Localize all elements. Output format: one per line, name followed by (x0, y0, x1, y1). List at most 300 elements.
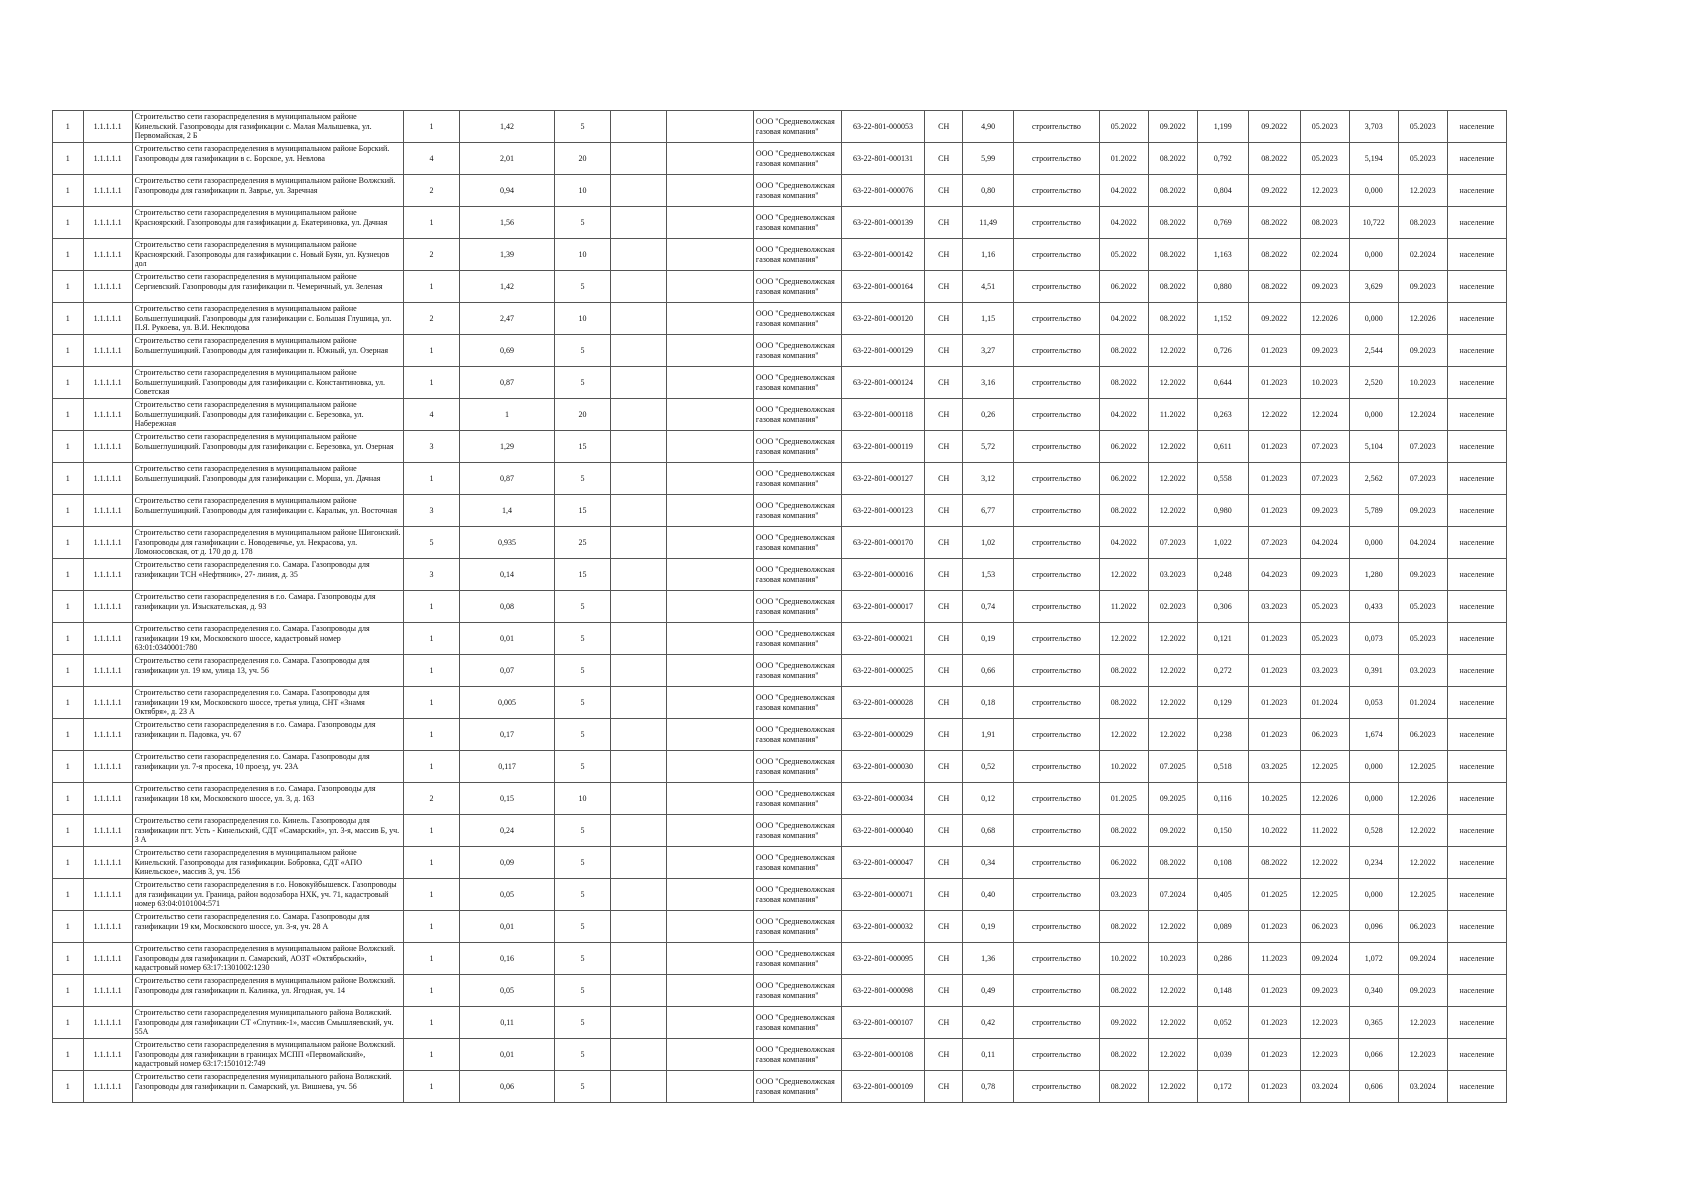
cell-text: 1.1.1.1.1 (93, 986, 122, 995)
table-cell (83, 815, 132, 847)
table-cell (667, 591, 754, 623)
cell-text: 01.2024 (1311, 698, 1338, 707)
cell-text: 1,15 (981, 314, 996, 323)
table-cell (1148, 527, 1197, 559)
cell-text: 0,611 (1213, 442, 1232, 451)
table-cell (1197, 1039, 1248, 1071)
table-cell (667, 559, 754, 591)
cell-text: 12.2025 (1409, 890, 1436, 899)
cell-text: 0,129 (1213, 698, 1232, 707)
cell-text: 1.1.1.1.1 (93, 570, 122, 579)
table-row (53, 591, 1507, 623)
table-cell (611, 911, 667, 943)
cell-text: 01.2022 (1110, 154, 1137, 163)
cell-text: 12.2022 (1311, 858, 1338, 867)
table-cell (925, 847, 963, 879)
table-row (53, 783, 1507, 815)
cell-text: 01.2023 (1261, 922, 1288, 931)
cell-text: 5 (580, 218, 585, 227)
description-cell (132, 1039, 403, 1071)
table-cell (1349, 495, 1398, 527)
table-cell (403, 1007, 459, 1039)
cell-text: 3,629 (1364, 282, 1383, 291)
cell-text: 0,69 (500, 346, 515, 355)
table-cell (1398, 847, 1447, 879)
cell-text: СН (938, 570, 950, 579)
cell-text: ООО "Средневолжская газовая компания" (755, 501, 835, 520)
cell-text: 12.2025 (1311, 762, 1338, 771)
table-cell (841, 527, 925, 559)
cell-text: 63-22-801-000108 (853, 1050, 913, 1059)
cell-text: 03.2023 (1409, 666, 1436, 675)
table-cell (925, 303, 963, 335)
cell-text: ООО "Средневолжская газовая компания" (755, 1045, 835, 1064)
org-name-cell (753, 335, 841, 367)
table-cell (841, 975, 925, 1007)
cell-text: 0,365 (1364, 1018, 1383, 1027)
cell-text: 04.2022 (1110, 410, 1137, 419)
cell-text: 1,29 (500, 442, 515, 451)
table-cell (963, 559, 1014, 591)
table-cell (1300, 399, 1349, 431)
cell-text: 5,99 (981, 154, 996, 163)
cell-text: 4 (429, 154, 434, 163)
table-cell (1300, 879, 1349, 911)
table-cell (1349, 399, 1398, 431)
table-cell (611, 1007, 667, 1039)
table-cell (925, 495, 963, 527)
table-cell (1349, 751, 1398, 783)
cell-text: 5 (429, 538, 434, 547)
cell-text: 02.2024 (1409, 250, 1436, 259)
cell-text: ООО "Средневолжская газовая компания" (755, 309, 835, 328)
cell-text: 63-22-801-000032 (853, 922, 913, 931)
cell-text: 1.1.1.1.1 (93, 314, 122, 323)
table-cell (925, 687, 963, 719)
table-cell (1099, 143, 1148, 175)
org-name-cell (753, 719, 841, 751)
cell-text: Строительство сети газораспределения в муниципальном районе Волжский. Газопроводы для газификации п. Калинка, ул. Ягодная, уч. 14 (134, 976, 396, 995)
cell-text: 09.2024 (1311, 954, 1338, 963)
cell-text: ООО "Средневолжская газовая компания" (755, 181, 835, 200)
cell-text: 12.2022 (1409, 826, 1436, 835)
cell-text: 08.2022 (1159, 250, 1186, 259)
table-cell (1349, 1007, 1398, 1039)
org-name-cell (753, 1071, 841, 1103)
table-cell (1300, 431, 1349, 463)
cell-text: население (1459, 858, 1495, 867)
table-cell (667, 687, 754, 719)
table-body (53, 111, 1507, 1103)
cell-text: строительство (1032, 922, 1081, 931)
table-cell (83, 175, 132, 207)
table-cell (1014, 271, 1100, 303)
cell-text: 12.2022 (1159, 1082, 1186, 1091)
table-cell (1099, 879, 1148, 911)
cell-text: 12.2023 (1409, 1018, 1436, 1027)
table-cell (554, 847, 610, 879)
cell-text: 0,19 (981, 634, 996, 643)
cell-text: 12.2023 (1311, 1050, 1338, 1059)
cell-text: 1.1.1.1.1 (93, 890, 122, 899)
cell-text: 1 (65, 474, 70, 483)
table-cell (925, 623, 963, 655)
cell-text: 20 (578, 410, 587, 419)
cell-text: 09.2022 (1261, 186, 1288, 195)
cell-text: 1 (429, 634, 434, 643)
table-cell (554, 591, 610, 623)
cell-text: 1.1.1.1.1 (93, 762, 122, 771)
cell-text: 04.2024 (1409, 538, 1436, 547)
description-cell (132, 175, 403, 207)
cell-text: 0,935 (498, 538, 517, 547)
table-cell (841, 399, 925, 431)
table-cell (1349, 943, 1398, 975)
table-cell (83, 719, 132, 751)
cell-text: 0,06 (500, 1082, 515, 1091)
cell-text: 63-22-801-000016 (853, 570, 913, 579)
table-cell (1248, 1071, 1300, 1103)
table-cell (83, 463, 132, 495)
table-cell (53, 847, 84, 879)
table-cell (1248, 175, 1300, 207)
table-cell (1300, 783, 1349, 815)
table-cell (1197, 559, 1248, 591)
cell-text: 12.2026 (1409, 314, 1436, 323)
cell-text: 08.2022 (1261, 250, 1288, 259)
cell-text: ООО "Средневолжская газовая компания" (755, 533, 835, 552)
table-row (53, 495, 1507, 527)
table-cell (1300, 943, 1349, 975)
cell-text: СН (938, 986, 950, 995)
table-cell (1248, 943, 1300, 975)
cell-text: 1 (65, 378, 70, 387)
cell-text: 12.2022 (1110, 570, 1137, 579)
table-cell (1014, 591, 1100, 623)
cell-text: ООО "Средневолжская газовая компания" (755, 693, 835, 712)
cell-text: 05.2023 (1311, 122, 1338, 131)
cell-text: 0,74 (981, 602, 996, 611)
cell-text: СН (938, 826, 950, 835)
cell-text: строительство (1032, 506, 1081, 515)
table-cell (460, 815, 555, 847)
cell-text: 0,000 (1364, 410, 1383, 419)
cell-text: население (1459, 154, 1495, 163)
table-row (53, 111, 1507, 143)
description-cell (132, 527, 403, 559)
cell-text: 63-22-801-000095 (853, 954, 913, 963)
cell-text: 0,80 (981, 186, 996, 195)
table-cell (460, 559, 555, 591)
cell-text: 1,39 (500, 250, 515, 259)
cell-text: население (1459, 346, 1495, 355)
table-cell (460, 847, 555, 879)
table-cell (1349, 175, 1398, 207)
cell-text: 0,07 (500, 666, 515, 675)
table-cell (1148, 879, 1197, 911)
table-cell (1398, 239, 1447, 271)
table-cell (554, 751, 610, 783)
cell-text: 1.1.1.1.1 (93, 410, 122, 419)
table-cell (925, 111, 963, 143)
cell-text: 1 (429, 666, 434, 675)
table-row (53, 943, 1507, 975)
table-cell (667, 335, 754, 367)
cell-text: 09.2022 (1159, 122, 1186, 131)
cell-text: 3,703 (1364, 122, 1383, 131)
table-cell (1300, 559, 1349, 591)
cell-text: 12.2022 (1159, 922, 1186, 931)
cell-text: 0,01 (500, 922, 515, 931)
cell-text: 0,116 (1213, 794, 1232, 803)
table-cell (963, 655, 1014, 687)
cell-text: 1 (65, 922, 70, 931)
cell-text: население (1459, 506, 1495, 515)
cell-text: 09.2023 (1409, 506, 1436, 515)
table-cell (1300, 1071, 1349, 1103)
table-cell (1349, 1039, 1398, 1071)
table-cell (611, 303, 667, 335)
table-cell (1349, 207, 1398, 239)
table-cell (1099, 687, 1148, 719)
cell-text: строительство (1032, 186, 1081, 195)
cell-text: строительство (1032, 1018, 1081, 1027)
table-row (53, 303, 1507, 335)
table-cell (611, 943, 667, 975)
cell-text: 1.1.1.1.1 (93, 1050, 122, 1059)
cell-text: СН (938, 634, 950, 643)
cell-text: 11,49 (979, 218, 997, 227)
table-cell (611, 719, 667, 751)
cell-text: ООО "Средневолжская газовая компания" (755, 1077, 835, 1096)
cell-text: 5 (580, 602, 585, 611)
cell-text: 1.1.1.1.1 (93, 602, 122, 611)
table-cell (1014, 655, 1100, 687)
cell-text: 0,558 (1213, 474, 1232, 483)
table-cell (611, 495, 667, 527)
cell-text: 12.2022 (1110, 730, 1137, 739)
table-cell (554, 303, 610, 335)
table-cell (1148, 591, 1197, 623)
cell-text: население (1459, 794, 1495, 803)
cell-text: 1.1.1.1.1 (93, 858, 122, 867)
org-name-cell (753, 879, 841, 911)
table-cell (611, 783, 667, 815)
cell-text: 1.1.1.1.1 (93, 666, 122, 675)
cell-text: 03.2023 (1311, 666, 1338, 675)
table-cell (1447, 655, 1506, 687)
table-cell (403, 911, 459, 943)
cell-text: 3 (429, 442, 434, 451)
org-name-cell (753, 591, 841, 623)
table-cell (1197, 751, 1248, 783)
description-cell (132, 655, 403, 687)
cell-text: 0,096 (1364, 922, 1383, 931)
table-row (53, 335, 1507, 367)
table-cell (1014, 111, 1100, 143)
table-cell (53, 719, 84, 751)
cell-text: 0,272 (1213, 666, 1232, 675)
cell-text: 09.2023 (1311, 346, 1338, 355)
table-cell (1197, 495, 1248, 527)
table-cell (1099, 623, 1148, 655)
table-cell (667, 399, 754, 431)
table-cell (1148, 239, 1197, 271)
table-cell (667, 975, 754, 1007)
table-cell (554, 111, 610, 143)
cell-text: 12.2022 (1261, 410, 1288, 419)
table-cell (1148, 303, 1197, 335)
cell-text: 63-22-801-000170 (853, 538, 913, 547)
cell-text: 0,148 (1213, 986, 1232, 995)
cell-text: Строительство сети газораспределения в муниципальном районе Большеглушицкий. Газопроводы для газификации с. Березовка, ул. Озерная (134, 432, 394, 451)
cell-text: 08.2022 (1159, 282, 1186, 291)
cell-text: 0,433 (1364, 602, 1383, 611)
cell-text: 0,238 (1213, 730, 1232, 739)
table-cell (963, 463, 1014, 495)
table-row (53, 1007, 1507, 1039)
table-cell (460, 207, 555, 239)
table-cell (963, 271, 1014, 303)
cell-text: 0,87 (500, 378, 515, 387)
table-cell (1447, 623, 1506, 655)
cell-text: 12.2022 (1159, 1050, 1186, 1059)
table-cell (1300, 815, 1349, 847)
table-cell (841, 335, 925, 367)
table-cell (667, 719, 754, 751)
table-cell (1447, 1007, 1506, 1039)
cell-text: 3,16 (981, 378, 996, 387)
table-cell (554, 783, 610, 815)
table-cell (1398, 175, 1447, 207)
table-cell (83, 655, 132, 687)
cell-text: 1 (65, 250, 70, 259)
cell-text: 0,94 (500, 186, 515, 195)
table-row (53, 1039, 1507, 1071)
cell-text: 63-22-801-000142 (853, 250, 913, 259)
table-cell (1300, 463, 1349, 495)
table-cell (1300, 495, 1349, 527)
cell-text: 6,77 (981, 506, 996, 515)
cell-text: СН (938, 442, 950, 451)
table-cell (1398, 719, 1447, 751)
table-cell (963, 591, 1014, 623)
table-cell (1349, 687, 1398, 719)
cell-text: Строительство сети газораспределения в г.о. Новокуйбышевск. Газопроводы для газификации ул. Граница, район водозабора НХК, уч. 71, кадастровый номер 63:04:0101004:571 (134, 880, 397, 908)
cell-text: 1,56 (500, 218, 515, 227)
table-cell (1447, 1071, 1506, 1103)
table-cell (1398, 367, 1447, 399)
table-cell (841, 1039, 925, 1071)
table-row (53, 687, 1507, 719)
table-row (53, 367, 1507, 399)
table-cell (1447, 175, 1506, 207)
cell-text: 0,000 (1364, 314, 1383, 323)
table-row (53, 527, 1507, 559)
cell-text: 05.2023 (1409, 154, 1436, 163)
table-cell (1398, 271, 1447, 303)
cell-text: 12.2022 (1159, 346, 1186, 355)
cell-text: 5 (580, 858, 585, 867)
cell-text: 01.2023 (1261, 634, 1288, 643)
cell-text: 09.2023 (1311, 986, 1338, 995)
cell-text: 12.2022 (1159, 730, 1186, 739)
cell-text: 1,022 (1213, 538, 1232, 547)
table-cell (1398, 879, 1447, 911)
cell-text: 1.1.1.1.1 (93, 506, 122, 515)
cell-text: население (1459, 922, 1495, 931)
table-cell (963, 303, 1014, 335)
cell-text: население (1459, 410, 1495, 419)
table-cell (667, 367, 754, 399)
cell-text: 03.2023 (1159, 570, 1186, 579)
table-row (53, 431, 1507, 463)
cell-text: население (1459, 538, 1495, 547)
cell-text: 0,000 (1364, 186, 1383, 195)
cell-text: ООО "Средневолжская газовая компания" (755, 277, 835, 296)
table-cell (1300, 911, 1349, 943)
table-cell (1300, 303, 1349, 335)
org-name-cell (753, 751, 841, 783)
table-cell (53, 271, 84, 303)
table-cell (1197, 687, 1248, 719)
cell-text: 11.2023 (1261, 954, 1288, 963)
table-cell (1447, 815, 1506, 847)
table-cell (841, 911, 925, 943)
cell-text: 63-22-801-000120 (853, 314, 913, 323)
table-cell (1349, 367, 1398, 399)
cell-text: строительство (1032, 378, 1081, 387)
table-cell (963, 175, 1014, 207)
cell-text: 03.2024 (1409, 1082, 1436, 1091)
cell-text: 0,073 (1364, 634, 1383, 643)
table-cell (925, 719, 963, 751)
cell-text: ООО "Средневолжская газовая компания" (755, 565, 835, 584)
table-cell (1300, 1039, 1349, 1071)
cell-text: 12.2023 (1409, 1050, 1436, 1059)
table-cell (403, 175, 459, 207)
table-cell (1197, 271, 1248, 303)
table-cell (1197, 719, 1248, 751)
table-cell (667, 463, 754, 495)
table-cell (1398, 815, 1447, 847)
table-cell (1447, 591, 1506, 623)
table-cell (611, 399, 667, 431)
cell-text: 0,053 (1364, 698, 1383, 707)
cell-text: 1 (429, 378, 434, 387)
cell-text: 02.2023 (1159, 602, 1186, 611)
cell-text: 0,306 (1213, 602, 1232, 611)
cell-text: 1.1.1.1.1 (93, 794, 122, 803)
table-cell (1248, 1039, 1300, 1071)
table-cell (53, 1039, 84, 1071)
cell-text: 0,78 (981, 1082, 996, 1091)
cell-text: 1 (65, 218, 70, 227)
cell-text: СН (938, 698, 950, 707)
table-cell (1300, 1007, 1349, 1039)
table-cell (841, 367, 925, 399)
table-cell (1300, 623, 1349, 655)
cell-text: 15 (578, 506, 587, 515)
table-cell (1447, 239, 1506, 271)
table-cell (554, 527, 610, 559)
cell-text: строительство (1032, 762, 1081, 771)
table-cell (667, 111, 754, 143)
table-cell (1014, 751, 1100, 783)
cell-text: население (1459, 570, 1495, 579)
table-cell (53, 655, 84, 687)
table-cell (841, 1007, 925, 1039)
